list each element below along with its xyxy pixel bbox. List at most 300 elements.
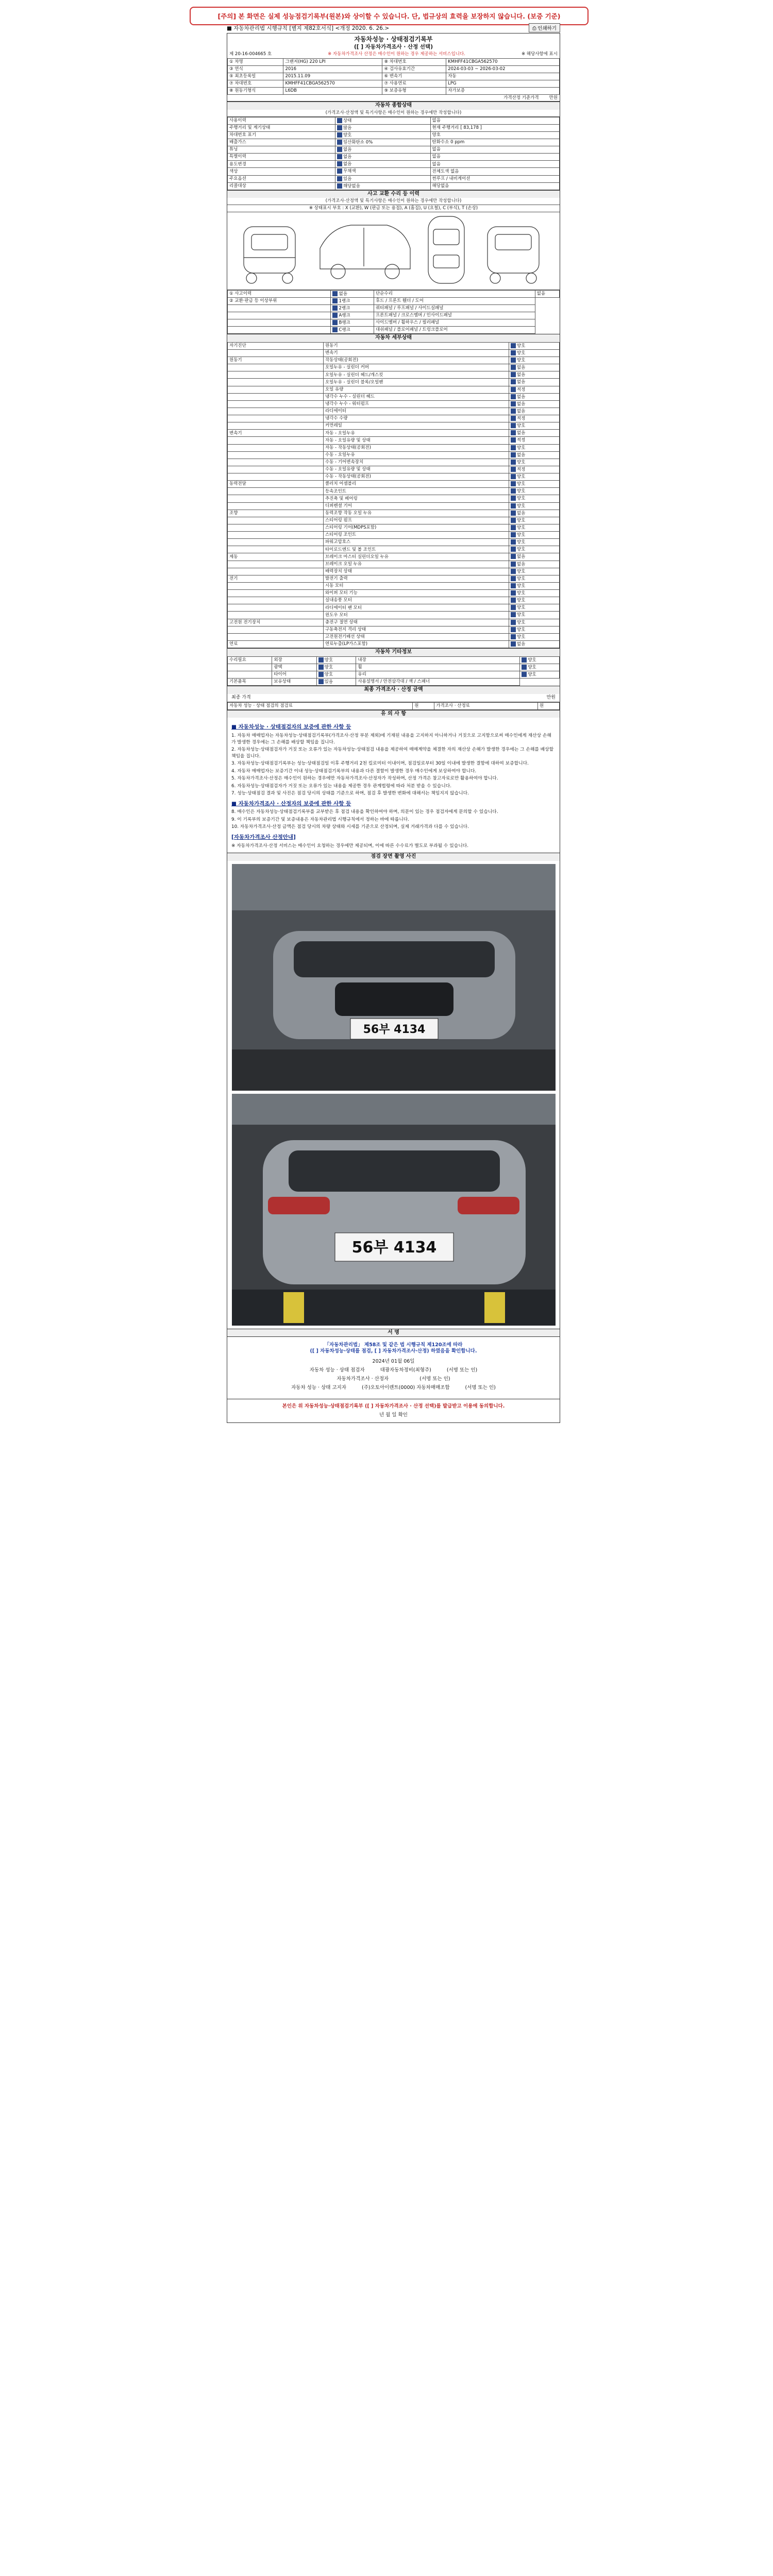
detail-row	[228, 612, 560, 619]
check-value: B랭크	[339, 320, 350, 326]
detail-row	[228, 604, 560, 612]
check-value: 양호	[324, 672, 333, 677]
check-value: 양호	[516, 612, 526, 618]
inspection-fee-label: 자동차 성능 · 상태 점검의 점검료	[228, 702, 413, 709]
checkbox-checked-icon[interactable]	[511, 496, 516, 501]
checkbox-checked-icon[interactable]	[511, 525, 516, 530]
general-item-label: 특별이력	[228, 154, 335, 161]
check-value: 양호	[516, 627, 526, 633]
detail-status	[509, 619, 559, 626]
checkbox-checked-icon[interactable]	[511, 569, 516, 574]
checkbox-checked-icon[interactable]	[337, 168, 342, 174]
print-button[interactable]	[529, 23, 560, 32]
history-status	[331, 327, 374, 334]
checkbox-checked-icon[interactable]	[332, 306, 338, 311]
sign-law: 「자동차관리법」 제58조 및 같은 법 시행규칙 제120조에 따라	[324, 1342, 463, 1348]
detail-row	[228, 597, 560, 604]
detail-status	[509, 357, 559, 364]
options-cell: 휠	[356, 664, 520, 671]
basic-info-label: ① 차명	[228, 58, 283, 65]
checkbox-checked-icon[interactable]	[522, 672, 527, 677]
checkbox-checked-icon[interactable]	[511, 488, 516, 494]
detail-group	[228, 386, 324, 393]
checkbox-checked-icon[interactable]	[511, 554, 516, 559]
check-value: 적정	[516, 387, 526, 392]
history-section-note: (가격조사·산정액 및 특기사항은 매수인이 원하는 경우에만 작성합니다)	[227, 198, 560, 205]
plate-text-front: 56부 4134	[363, 1023, 425, 1036]
detail-item: 커먼레일	[323, 422, 509, 430]
checkbox-checked-icon[interactable]	[318, 657, 324, 663]
options-row	[228, 671, 560, 678]
checkbox-checked-icon[interactable]	[511, 481, 516, 486]
detail-row	[228, 364, 560, 371]
checkbox-checked-icon[interactable]	[318, 672, 324, 677]
checkbox-checked-icon[interactable]	[337, 161, 342, 166]
check-value: 없음	[343, 154, 352, 160]
checkbox-checked-icon[interactable]	[332, 320, 338, 325]
history-status	[331, 297, 374, 304]
detail-row	[228, 510, 560, 517]
detail-status	[509, 590, 559, 597]
detail-status	[509, 422, 559, 430]
checkbox-checked-icon[interactable]	[511, 641, 516, 647]
check-value: 양호	[528, 657, 536, 663]
checkbox-checked-icon[interactable]	[337, 147, 342, 152]
check-value: 양호	[516, 539, 526, 545]
checkbox-checked-icon[interactable]	[511, 539, 516, 545]
options-section-title: 자동차 기타정보	[227, 648, 560, 656]
detail-item: 냉각수 누수 - 워터펌프	[323, 400, 509, 408]
detail-item: 자동 - 오일누유	[323, 430, 509, 437]
detail-group	[228, 495, 324, 502]
check-value: 1랭크	[339, 298, 350, 304]
detail-section-title: 자동차 세부상태	[227, 334, 560, 342]
general-status-row	[228, 154, 560, 161]
car-rear-photo	[232, 1094, 556, 1326]
detail-row	[228, 626, 560, 633]
options-cell: 유리	[356, 671, 520, 678]
checkbox-checked-icon[interactable]	[337, 154, 342, 159]
detail-status	[509, 597, 559, 604]
check-value: 양호	[516, 488, 526, 494]
detail-item: 오일누유 - 실린더 커버	[323, 364, 509, 371]
detail-status	[509, 553, 559, 561]
history-label	[228, 327, 331, 334]
general-item-label: 주행거리 및 계기상태	[228, 124, 335, 131]
history-status	[331, 319, 374, 327]
detail-row	[228, 495, 560, 502]
checkbox-checked-icon[interactable]	[511, 562, 516, 567]
checkbox-checked-icon[interactable]	[511, 474, 516, 479]
check-value: 없음	[516, 430, 526, 436]
history-detail: 후드 / 프론트 휀더 / 도어	[374, 297, 535, 304]
detail-group	[228, 400, 324, 408]
detail-row	[228, 430, 560, 437]
detail-item: 등속조인트	[323, 488, 509, 495]
check-value: 양호	[516, 569, 526, 574]
detail-row	[228, 481, 560, 488]
car-side-left	[320, 225, 410, 279]
check-value: 없음	[339, 291, 347, 296]
detail-item: 실내송풍 모터	[323, 597, 509, 604]
checkbox-checked-icon[interactable]	[337, 118, 342, 123]
notes-heading-2: ■ 자동차가격조사 · 산정자의 보증에 관한 사항 등	[231, 800, 351, 807]
checkbox-checked-icon[interactable]	[511, 452, 516, 457]
basic-info-value: LPG	[446, 80, 560, 87]
general-section-title: 자동차 종합상태	[227, 101, 560, 110]
check-value: 일산화탄소 0%	[343, 140, 373, 145]
checkbox-checked-icon[interactable]	[511, 590, 516, 596]
basic-info-row	[228, 58, 560, 65]
detail-group	[228, 517, 324, 524]
detail-item: 디퍼렌셜 기어	[323, 502, 509, 510]
history-detail: 프론트패널 / 크로스멤버 / 인사이드패널	[374, 312, 535, 319]
general-status-row	[228, 124, 560, 131]
basic-info-value: 2015.11.09	[283, 73, 382, 80]
general-item-detail: 양호	[430, 131, 559, 139]
detail-group: 연료	[228, 640, 324, 648]
detail-status	[509, 379, 559, 386]
detail-item: 구동축전지 격리 상태	[323, 626, 509, 633]
detail-group	[228, 561, 324, 568]
detail-group	[228, 612, 324, 619]
check-value: 없음	[516, 641, 526, 647]
detail-status	[509, 415, 559, 422]
basic-info-label: ③ 연식	[228, 65, 283, 73]
detail-status	[509, 371, 559, 379]
general-status-table	[227, 117, 560, 190]
checkbox-checked-icon[interactable]	[511, 511, 516, 516]
general-item-label: 리콜대상	[228, 182, 335, 190]
checkbox-checked-icon[interactable]	[337, 132, 342, 138]
detail-status	[509, 400, 559, 408]
detail-group: 조향	[228, 510, 324, 517]
basic-info-label: ⑤ 최초등록일	[228, 73, 283, 80]
detail-status	[509, 481, 559, 488]
detail-item: 스티어링 펌프	[323, 517, 509, 524]
checkbox-checked-icon[interactable]	[511, 445, 516, 450]
options-row	[228, 678, 560, 685]
detail-status	[509, 532, 559, 539]
detail-row	[228, 502, 560, 510]
form-number: ■ 자동차관리법 시행규칙 [별지 제82호서식] <개정 2020. 6. 26.>	[227, 25, 390, 31]
detail-row	[228, 459, 560, 466]
note-item: 5. 자동차가격조사·산정은 매수인이 원하는 경우에만 자동차가격조사·산정자가 작성하며, 산정 가격은 참고자료로만 활용하여야 합니다.	[231, 776, 498, 782]
check-value: 양호	[516, 460, 526, 465]
check-value: 양호	[528, 672, 536, 677]
plate-text-rear: 56부 4134	[351, 1238, 436, 1257]
detail-item: 오일 유량	[323, 386, 509, 393]
detail-item: 오일누유 - 실린더 블록/오일팬	[323, 379, 509, 386]
check-value: 양호	[516, 532, 526, 538]
options-cell	[228, 671, 272, 678]
detail-item: 스티어링 조인트	[323, 532, 509, 539]
checkbox-checked-icon[interactable]	[318, 665, 324, 670]
checkbox-checked-icon[interactable]	[511, 343, 516, 348]
history-row	[228, 327, 560, 334]
detail-row	[228, 590, 560, 597]
checkbox-checked-icon[interactable]	[511, 634, 516, 639]
checkbox-checked-icon[interactable]	[511, 394, 516, 399]
sign-law-2: ([ ] 자동차성능·상태를 점검, [ ] 자동차가격조사·산정) 하였음을 확인합니다.	[310, 1348, 477, 1354]
checkbox-checked-icon[interactable]	[511, 503, 516, 509]
basic-info-label: ⑥ 변속기	[382, 73, 446, 80]
checkbox-checked-icon[interactable]	[511, 627, 516, 632]
checkbox-checked-icon[interactable]	[511, 612, 516, 617]
checkbox-checked-icon[interactable]	[511, 598, 516, 603]
detail-item: 라디에이터 팬 모터	[323, 604, 509, 612]
detail-item: 브레이크 오일 누유	[323, 561, 509, 568]
checkbox-checked-icon[interactable]	[337, 183, 342, 189]
basic-info-label: ⑦ 차대번호	[228, 80, 283, 87]
check-value: 양호	[516, 474, 526, 480]
check-value: 양호	[324, 657, 333, 663]
consent-date: 년 월 일 확인	[379, 1412, 408, 1418]
checkbox-checked-icon[interactable]	[511, 576, 516, 581]
detail-row	[228, 488, 560, 495]
detail-item: 배력장치 상태	[323, 568, 509, 575]
detail-group	[228, 568, 324, 575]
detail-item: 추진축 및 베어링	[323, 495, 509, 502]
basic-info-value: KMHFF41CBGA562570	[283, 80, 382, 87]
detail-item: 동력조향 작동 오일 누유	[323, 510, 509, 517]
general-status-row	[228, 161, 560, 168]
detail-item: 자동 - 오일유량 및 상태	[323, 437, 509, 444]
check-value: 적정	[516, 437, 526, 443]
history-detail: 단순수리	[374, 290, 535, 297]
detail-status	[509, 430, 559, 437]
history-table	[227, 290, 560, 334]
checkbox-checked-icon[interactable]	[511, 387, 516, 392]
detail-group	[228, 393, 324, 400]
detail-item: 수동 - 오일유량 및 상태	[323, 466, 509, 473]
detail-status	[509, 604, 559, 612]
record-title: 자동차성능 · 상태점검기록부	[354, 36, 433, 43]
general-item-status	[335, 168, 430, 175]
detail-status	[509, 633, 559, 640]
general-status-row	[228, 168, 560, 175]
detail-item: 타이로드엔드 및 볼 조인트	[323, 546, 509, 553]
detail-row	[228, 437, 560, 444]
fee-table	[227, 702, 560, 710]
basic-info-value: 자동	[446, 73, 560, 80]
detail-item: 수동 - 기어변속장치	[323, 459, 509, 466]
detail-status	[509, 524, 559, 531]
check-value: 양호	[516, 445, 526, 450]
detail-row	[228, 517, 560, 524]
check-value: 없음	[516, 365, 526, 370]
general-item-label: 용도변경	[228, 161, 335, 168]
checkbox-checked-icon[interactable]	[522, 665, 527, 670]
history-section-title: 사고 교환 수리 등 이력	[227, 190, 560, 198]
detail-group	[228, 532, 324, 539]
basic-info-value: 2016	[283, 65, 382, 73]
general-item-detail: 탄화수소 0 ppm	[430, 139, 559, 146]
history-row	[228, 297, 560, 304]
check-value: 양호	[516, 481, 526, 487]
detail-row	[228, 371, 560, 379]
basic-info-label: ⑨ 보증유형	[382, 87, 446, 94]
detail-row	[228, 561, 560, 568]
checkbox-checked-icon[interactable]	[332, 298, 338, 303]
checkbox-checked-icon[interactable]	[318, 679, 324, 684]
detail-group: 자기진단	[228, 342, 324, 349]
checkbox-checked-icon[interactable]	[511, 547, 516, 552]
detail-group	[228, 633, 324, 640]
checkbox-checked-icon[interactable]	[511, 430, 516, 435]
notes-heading-3: [자동차가격조사 산정안내]	[231, 834, 296, 840]
general-item-detail: 해당없음	[430, 182, 559, 190]
general-item-label: 차대번호 표기	[228, 131, 335, 139]
check-value: 없음	[516, 452, 526, 458]
options-cell: 타이어	[272, 671, 316, 678]
detail-group	[228, 524, 324, 531]
detail-row	[228, 400, 560, 408]
detail-item: 충전구 절연 상태	[323, 619, 509, 626]
checkbox-checked-icon[interactable]	[511, 365, 516, 370]
checkbox-checked-icon[interactable]	[337, 125, 342, 130]
detail-row	[228, 553, 560, 561]
general-item-label: 배출가스	[228, 139, 335, 146]
printer-icon: ⎙	[532, 26, 536, 31]
check-value: 해당없음	[343, 183, 360, 189]
detail-status	[509, 539, 559, 546]
car-front-photo	[232, 864, 556, 1091]
checkbox-checked-icon[interactable]	[511, 409, 516, 414]
detail-group	[228, 597, 324, 604]
check-value: 양호	[516, 583, 526, 589]
general-item-label: 튜닝	[228, 146, 335, 154]
detail-row	[228, 546, 560, 553]
detail-group	[228, 473, 324, 481]
detail-status	[509, 451, 559, 459]
check-value: 무채색	[343, 168, 356, 174]
detail-group: 제동	[228, 553, 324, 561]
check-value: 양호	[516, 358, 526, 363]
checkbox-checked-icon[interactable]	[511, 401, 516, 406]
general-status-row	[228, 175, 560, 182]
note-item: 7. 성능·상태점검 결과 및 사진은 점검 당시의 상태를 기준으로 하며, 점검 후 발생한 변화에 대해서는 책임지지 않습니다.	[231, 791, 469, 796]
price-fee-label: 가격조사 · 산정료	[434, 702, 538, 709]
detail-row	[228, 539, 560, 546]
detail-status	[509, 510, 559, 517]
check-value: 양호	[324, 665, 333, 670]
note-item: 6. 자동차성능·상태점검자가 거짓 또는 오류가 있는 내용을 제공한 경우 관계법령에 따라 처분 받을 수 있습니다.	[231, 783, 452, 789]
note-item: 9. 이 기록부의 보증기간 및 보증내용은 자동차관리법 시행규칙에서 정하는 바에 따릅니다.	[231, 817, 410, 822]
checkbox-checked-icon[interactable]	[337, 140, 342, 145]
check-value: 양호	[343, 132, 352, 138]
options-status	[520, 664, 560, 671]
checkbox-checked-icon[interactable]	[511, 437, 516, 443]
record-subtitle: ([ ] 자동차가격조사 · 산정 선택)	[354, 44, 433, 50]
history-label: ① 사고이력	[228, 290, 331, 297]
checkbox-checked-icon[interactable]	[511, 532, 516, 537]
basic-info-row	[228, 80, 560, 87]
checkbox-checked-icon[interactable]	[511, 416, 516, 421]
detail-row	[228, 473, 560, 481]
check-value: 적정	[516, 416, 526, 421]
checkbox-checked-icon[interactable]	[337, 176, 342, 181]
check-value: 양호	[516, 634, 526, 640]
detail-group: 동력전달	[228, 481, 324, 488]
price-basis-unit: 만원	[549, 95, 558, 100]
checkbox-checked-icon[interactable]	[332, 327, 338, 332]
checkbox-checked-icon[interactable]	[511, 583, 516, 588]
checkbox-checked-icon[interactable]	[332, 313, 338, 318]
check-value: 양호	[516, 503, 526, 509]
checkbox-checked-icon[interactable]	[511, 460, 516, 465]
options-row	[228, 656, 560, 664]
checkbox-checked-icon[interactable]	[511, 372, 516, 377]
general-item-label: 색상	[228, 168, 335, 175]
detail-item: 자동 - 작동상태(공회전)	[323, 444, 509, 451]
check-value: 양호	[516, 576, 526, 582]
notes-body	[227, 718, 560, 853]
detail-status	[509, 612, 559, 619]
sign-box	[227, 1336, 560, 1398]
checkbox-checked-icon[interactable]	[511, 620, 516, 625]
history-status	[331, 290, 374, 297]
checkbox-checked-icon[interactable]	[522, 657, 527, 663]
sign-role: 자동차가격조사 · 산정자	[337, 1376, 389, 1382]
checkbox-checked-icon[interactable]	[511, 605, 516, 610]
detail-row	[228, 422, 560, 430]
detail-status	[509, 626, 559, 633]
checkbox-checked-icon[interactable]	[511, 379, 516, 384]
detail-status	[509, 488, 559, 495]
general-item-status	[335, 124, 430, 131]
options-status	[316, 664, 356, 671]
final-price-unit: 만원	[546, 694, 556, 700]
detail-item: 냉각수 누수 - 실린더 헤드	[323, 393, 509, 400]
general-status-row	[228, 117, 560, 124]
sign-mark: (서명 또는 인)	[465, 1384, 496, 1391]
detail-item: 오일누유 - 실린더 헤드/개스킷	[323, 371, 509, 379]
history-label: ② 교환·판금 등 이상부위	[228, 297, 331, 304]
detail-group: 전기	[228, 575, 324, 582]
checkbox-checked-icon[interactable]	[511, 467, 516, 472]
basic-info-value: 자가보증	[446, 87, 560, 94]
detail-item: 윈도우 모터	[323, 612, 509, 619]
detail-status	[509, 437, 559, 444]
options-cell	[228, 664, 272, 671]
check-value: 상태	[343, 118, 352, 123]
detail-group: 원동기	[228, 357, 324, 364]
detail-status	[509, 349, 559, 357]
checkbox-checked-icon[interactable]	[511, 423, 516, 428]
check-value: 적정	[516, 467, 526, 472]
detail-item: 와이퍼 모터 기능	[323, 590, 509, 597]
checkbox-checked-icon[interactable]	[332, 291, 338, 296]
check-value: C랭크	[339, 327, 350, 333]
checkbox-legend: ※ 해당사항에 표시	[521, 52, 558, 57]
check-value: 양호	[528, 665, 536, 670]
check-value: 없음	[516, 372, 526, 378]
checkbox-checked-icon[interactable]	[511, 350, 516, 355]
sign-role: 자동차 성능 · 상태 고지자	[291, 1384, 346, 1391]
general-status-row	[228, 146, 560, 154]
general-item-detail: 없음	[430, 117, 559, 124]
checkbox-checked-icon[interactable]	[511, 518, 516, 523]
detail-item: 변속기	[323, 349, 509, 357]
check-value: 양호	[516, 496, 526, 501]
detail-item: 냉각수 수량	[323, 415, 509, 422]
general-item-detail: 없음	[430, 154, 559, 161]
checkbox-checked-icon[interactable]	[511, 358, 516, 363]
general-item-status	[335, 182, 430, 190]
detail-status	[509, 393, 559, 400]
note-item: 8. 매수인은 자동차성능·상태점검기록부를 교부받은 후 점검 내용을 확인하여야 하며, 의문이 있는 경우 점검자에게 문의할 수 있습니다.	[231, 809, 498, 815]
